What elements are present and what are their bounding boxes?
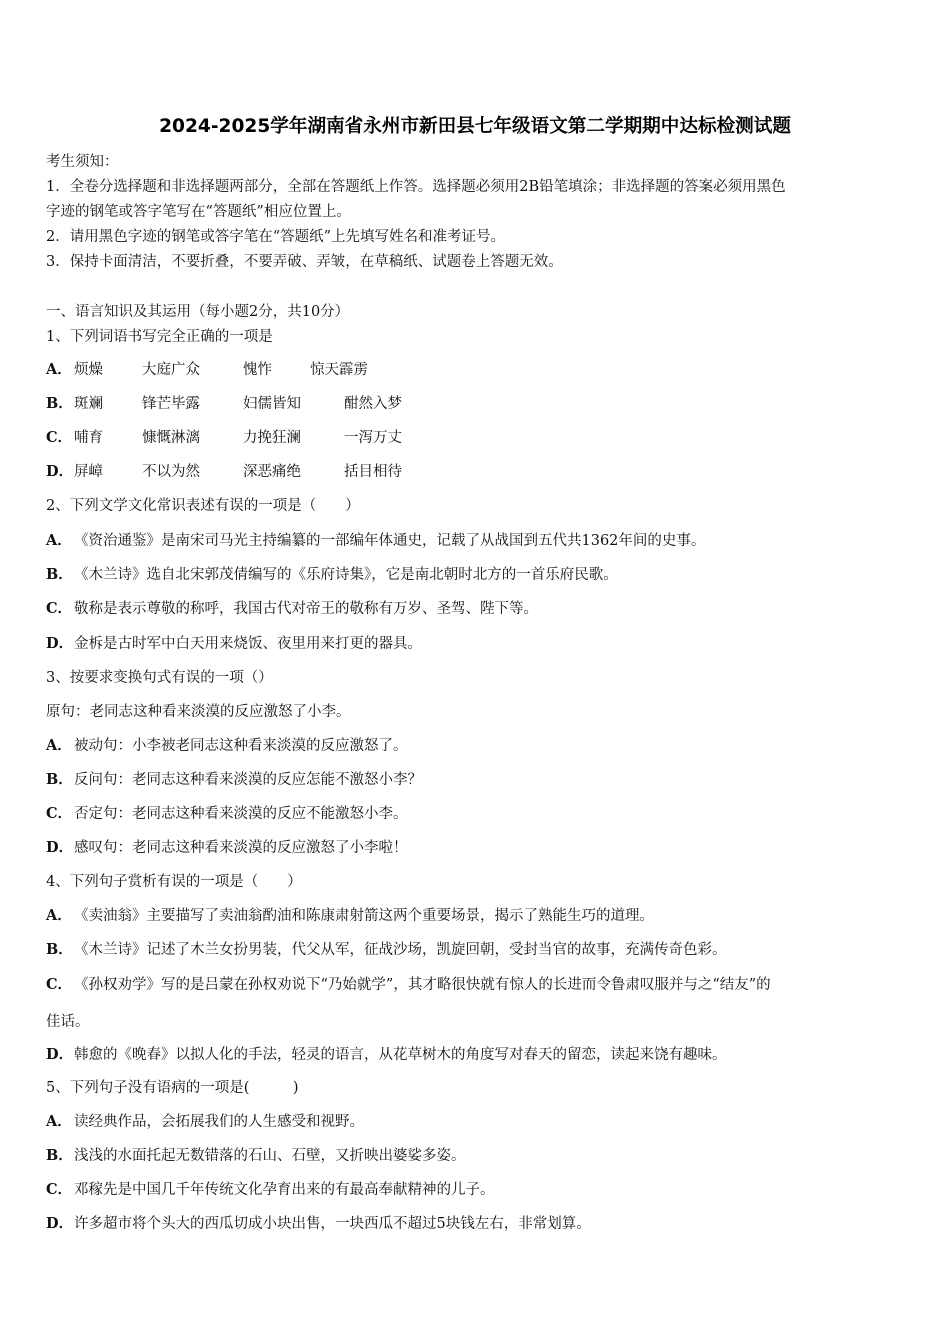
option-label: C．: [46, 600, 73, 617]
option-text: 被动句：小李被老同志这种看来淡漠的反应激怒了。: [74, 738, 408, 754]
question-stem: 4、下列句子赏析有误的一项是（ ）: [46, 874, 302, 890]
notice-item: 字迹的钢笔或答字笔写在“答题纸”相应位置上。: [46, 204, 351, 220]
option-label: A．: [46, 361, 72, 378]
notice-item: 1．全卷分选择题和非选择题两部分，全部在答题纸上作答。选择题必须用2B铅笔填涂；非选择题的答案必须用黑色: [46, 179, 786, 195]
option-word: 括目相待: [344, 464, 402, 480]
option-text: 读经典作品，会拓展我们的人生感受和视野。: [74, 1114, 364, 1130]
q3-option-d: [46, 838, 408, 858]
option-text: 感叹句：老同志这种看来淡漠的反应激怒了小李啦！: [74, 840, 408, 856]
option-text: 金柝是古时军中白天用来烧饭、夜里用来打更的器具。: [74, 636, 422, 652]
option-label: C．: [46, 1181, 73, 1198]
option-label: C．: [46, 976, 73, 993]
option-word: 力挽狂澜: [243, 430, 301, 446]
option-label: D．: [46, 839, 74, 856]
option-text: 《资治通鉴》是南宋司马光主持编纂的一部编年体通史，记载了从战国到五代共1362年间的史事。: [74, 533, 706, 549]
option-label: D．: [46, 1215, 74, 1232]
q2-option-b: [46, 565, 618, 585]
option-label: B．: [46, 771, 73, 788]
option-word: 深恶痛绝: [243, 464, 301, 480]
option-word: 大庭广众: [142, 362, 200, 378]
q4-option-c: [46, 975, 771, 995]
option-word: 哺育: [74, 430, 103, 446]
option-text: 韩愈的《晚春》以拟人化的手法，轻灵的语言，从花草树木的角度写对春天的留恋，读起来饶有趣味。: [74, 1047, 727, 1063]
option-label: A．: [46, 1113, 72, 1130]
option-label: C．: [46, 805, 73, 822]
q4-option-a: [46, 906, 654, 926]
q1-option-c: [46, 428, 402, 448]
option-word: 一泻万丈: [344, 430, 402, 446]
option-label: B．: [46, 395, 73, 412]
q5-option-b: [46, 1146, 466, 1166]
question-stem: 5、下列句子没有语病的一项是( ): [46, 1080, 299, 1096]
option-word: 愧怍: [243, 362, 272, 378]
option-label: B．: [46, 566, 73, 583]
option-word: 锋芒毕露: [142, 396, 200, 412]
q2-option-c: [46, 599, 538, 619]
option-word: 妇儒皆知: [243, 396, 301, 412]
q5-option-d: [46, 1214, 591, 1234]
q3-option-c: [46, 804, 408, 824]
option-word: 斑斓: [74, 396, 103, 412]
option-text: 《木兰诗》选自北宋郭茂倩编写的《乐府诗集》，它是南北朝时北方的一首乐府民歌。: [74, 567, 618, 583]
q5-option-a: [46, 1112, 364, 1132]
notice-item: 2．请用黑色字迹的钢笔或答字笔在“答题纸”上先填写姓名和准考证号。: [46, 229, 506, 245]
option-label: A．: [46, 907, 72, 924]
option-label: B．: [46, 941, 73, 958]
q4-option-c-continuation: 佳话。: [46, 1014, 90, 1030]
q3-option-b: [46, 770, 422, 790]
notice-heading: 考生须知：: [46, 154, 119, 170]
option-text: 《卖油翁》主要描写了卖油翁酌油和陈康肃射箭这两个重要场景，揭示了熟能生巧的道理。: [74, 908, 654, 924]
notice-item: 3．保持卡面清洁，不要折叠，不要弄破、弄皱，在草稿纸、试题卷上答题无效。: [46, 254, 563, 270]
option-text: 邓稼先是中国几千年传统文化孕育出来的有最高奉献精神的儿子。: [74, 1182, 495, 1198]
option-label: A．: [46, 737, 72, 754]
q2-option-d: [46, 634, 422, 654]
option-word: 不以为然: [142, 464, 200, 480]
option-text: 《木兰诗》记述了木兰女扮男装，代父从军，征战沙场，凯旋回朝，受封当官的故事，充满传奇色彩。: [74, 942, 727, 958]
q3-option-a: [46, 736, 408, 756]
option-label: A．: [46, 532, 72, 549]
question-stem: 2、下列文学文化常识表述有误的一项是（ ）: [46, 498, 360, 514]
option-label: B．: [46, 1147, 73, 1164]
q1-option-a: [46, 360, 368, 380]
option-word: 烦燥: [74, 362, 103, 378]
q4-option-d: [46, 1045, 727, 1065]
option-text: 敬称是表示尊敬的称呼，我国古代对帝王的敬称有万岁、圣驾、陛下等。: [74, 601, 538, 617]
option-text: 反问句：老同志这种看来淡漠的反应怎能不激怒小李？: [74, 772, 422, 788]
option-word: 惊天霹雳: [310, 362, 368, 378]
option-label: D．: [46, 463, 74, 480]
section-heading: 一、语言知识及其运用（每小题2分，共10分）: [46, 304, 350, 320]
option-text: 浅浅的水面托起无数错落的石山、石壁，又折映出婆娑多姿。: [74, 1148, 466, 1164]
option-text: 《孙权劝学》写的是吕蒙在孙权劝说下“乃始就学”，其才略很快就有惊人的长进而令鲁肃叹服并与之“结友”的: [74, 977, 771, 993]
original-sentence: 原句：老同志这种看来淡漠的反应激怒了小李。: [46, 704, 351, 720]
option-word: 慷慨淋漓: [142, 430, 200, 446]
option-label: C．: [46, 429, 73, 446]
question-stem: 1、下列词语书写完全正确的一项是: [46, 329, 273, 345]
q5-option-c: [46, 1180, 495, 1200]
option-label: D．: [46, 635, 74, 652]
q4-option-b: [46, 940, 727, 960]
option-word: 屏嶂: [74, 464, 103, 480]
option-text: 许多超市将个头大的西瓜切成小块出售，一块西瓜不超过5块钱左右，非常划算。: [74, 1216, 591, 1232]
question-stem: 3、按要求变换句式有误的一项（）: [46, 670, 273, 686]
q1-option-d: [46, 462, 402, 482]
q1-option-b: [46, 394, 402, 414]
page-title: 2024-2025学年湖南省永州市新田县七年级语文第二学期期中达标检测试题: [159, 116, 791, 137]
option-word: 酣然入梦: [344, 396, 402, 412]
q2-option-a: [46, 531, 705, 551]
option-text: 否定句：老同志这种看来淡漠的反应不能激怒小李。: [74, 806, 408, 822]
option-label: D．: [46, 1046, 74, 1063]
